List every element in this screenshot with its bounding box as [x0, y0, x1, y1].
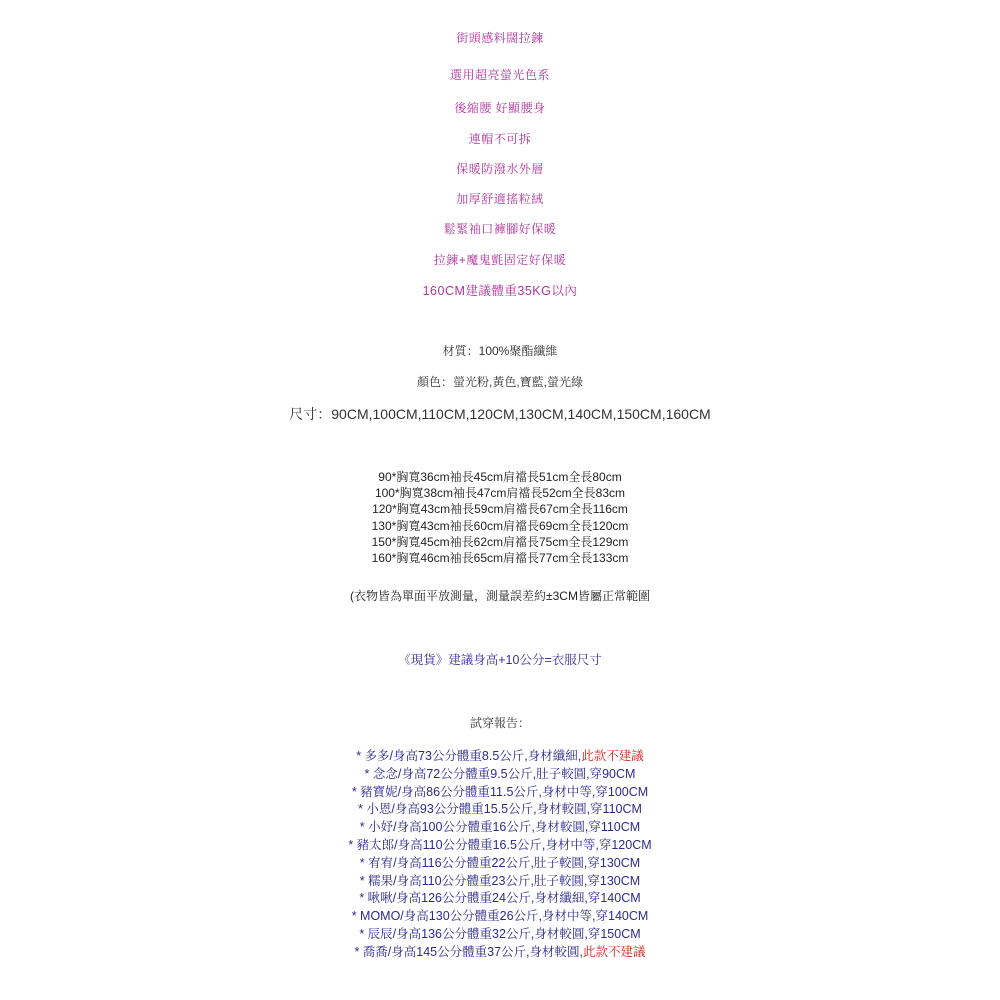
feature-line: 保暖防潑水外層 [456, 162, 544, 176]
report-item [0, 908, 1000, 926]
report-text: * 宥宥/身高116公分體重22公斤,肚子較圓,穿130CM [359, 855, 641, 870]
report-item [0, 944, 1000, 962]
report-text: * 多多/身高73公分體重8.5公斤,身材纖細, [356, 749, 582, 763]
report-text: * 糯果/身高110公分體重23公斤,肚子較圓,穿130CM [359, 873, 641, 888]
measurement-row: 100*胸寬38cm袖長47cm肩襠長52cm全長83cm [374, 486, 626, 501]
material-spec: 材質：100%聚酯纖維 [442, 344, 558, 358]
report-text: * 豬太郎/身高110公分體重16.5公斤,身材中等,穿120CM [348, 837, 652, 852]
report-title: 試穿報告： [469, 716, 530, 730]
feature-line: 後縮腰 好顯腰身 [454, 101, 546, 115]
report-list [0, 748, 1000, 962]
report-text: * 啾啾/身高126公分體重24公斤,身材纖細,穿140CM [359, 891, 641, 906]
report-item [0, 890, 1000, 908]
measurement-row: 120*胸寬43cm袖長59cm肩襠長67cm全長116cm [372, 502, 628, 517]
report-item [0, 766, 1000, 784]
measurement-row: 90*胸寬36cm袖長45cm肩襠長51cm全長80cm [378, 470, 622, 484]
measure-note: (衣物皆為單面平放測量，測量誤差約±3CM皆屬正常範圍 [350, 589, 650, 603]
not-recommended-label: 此款不建議 [581, 749, 644, 763]
feature-line: 選用超亮螢光色系 [449, 68, 550, 82]
color-spec: 顏色：螢光粉,黃色,寶藍,螢光綠 [416, 375, 583, 389]
report-item [0, 819, 1000, 837]
measurement-row: 150*胸寬45cm袖長62cm肩襠長75cm全長129cm [371, 534, 629, 549]
report-text: * MOMO/身高130公分體重26公斤,身材中等,穿140CM [351, 909, 649, 924]
report-item [0, 837, 1000, 855]
measurement-row: 160*胸寬46cm袖長65cm肩襠長77cm全長133cm [371, 551, 629, 566]
size-hint: 《現貨》建議身高+10公分=衣服尺寸 [398, 653, 602, 667]
report-text: * 豬寶妮/身高86公分體重11.5公斤,身材中等,穿100CM [351, 784, 649, 799]
report-text: * 小妤/身高100公分體重16公斤,身材較圓,穿110CM [359, 820, 641, 835]
report-text: * 辰辰/身高136公分體重32公斤,身材較圓,穿150CM [359, 926, 641, 941]
not-recommended-label: 此款不建議 [583, 944, 646, 959]
measurement-table [0, 469, 1000, 566]
feature-line: 街頭感料闊拉鍊 [456, 31, 544, 45]
report-item [0, 801, 1000, 819]
report-item [0, 784, 1000, 802]
report-item [0, 873, 1000, 891]
feature-line: 鬆緊袖口褲腳好保暖 [443, 222, 557, 236]
feature-line: 加厚舒適搖粒絨 [456, 192, 544, 206]
report-item [0, 748, 1000, 766]
report-item [0, 855, 1000, 873]
report-text: * 喬喬/身高145公分體重37公斤,身材較圓, [354, 944, 583, 959]
report-text: * 小恩/身高93公分體重15.5公斤,身材較圓,穿110CM [358, 802, 642, 817]
feature-line: 拉鍊+魔鬼氈固定好保暖 [433, 253, 567, 267]
measurement-row: 130*胸寬43cm袖長60cm肩襠長69cm全長120cm [371, 518, 629, 533]
report-item [0, 926, 1000, 944]
feature-line: 160CM建議體重35KG以內 [422, 284, 578, 298]
report-text: * 念念/身高72公分體重9.5公斤,肚子較圓,穿90CM [364, 766, 636, 781]
feature-line: 連帽不可拆 [468, 132, 532, 146]
size-spec: 尺寸：90CM,100CM,110CM,120CM,130CM,140CM,150CM,160CM [289, 406, 711, 422]
